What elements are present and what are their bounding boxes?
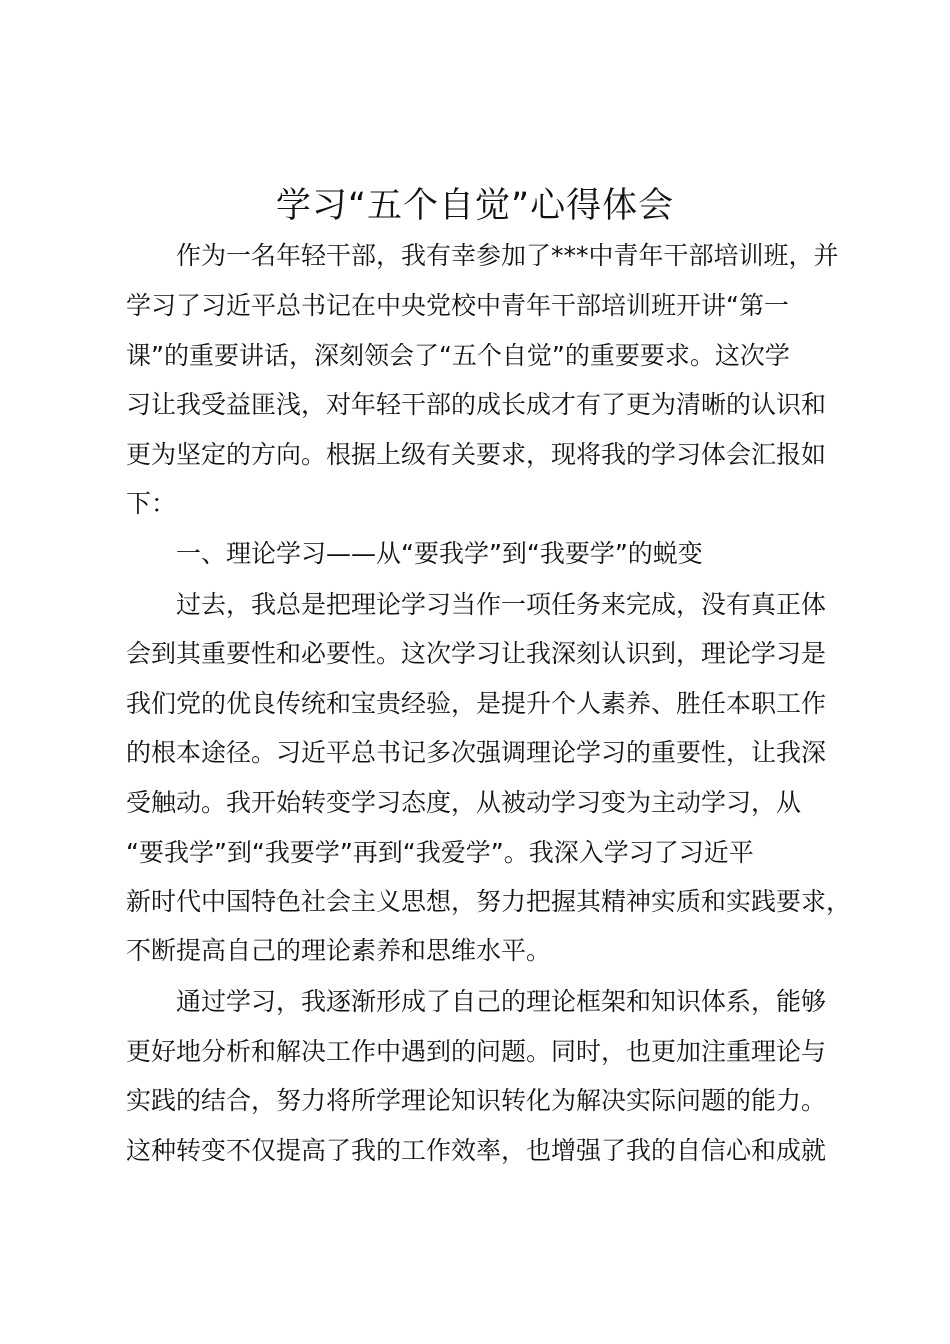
para1-line-1: 过去，我总是把理论学习当作一项任务来完成，没有真正体 (176, 590, 827, 619)
para1-line-8: 不断提高自己的理论素养和思维水平。 (126, 936, 552, 965)
intro-line-3: 课”的重要讲话，深刻领会了“五个自觉”的重要要求。这次学 (126, 341, 790, 370)
para2-line-3: 实践的结合，努力将所学理论知识转化为解决实际问题的能力。 (126, 1086, 827, 1115)
para1-line-7: 新时代中国特色社会主义思想，努力把握其精神实质和实践要求， (126, 887, 852, 916)
document-title: 学习“五个自觉”心得体会 (275, 186, 675, 226)
para1-line-3: 我们党的优良传统和宝贵经验，是提升个人素养、胜任本职工作 (126, 689, 827, 718)
para1-line-4: 的根本途径。习近平总书记多次强调理论学习的重要性，让我深 (126, 738, 827, 767)
intro-line-1: 作为一名年轻干部，我有幸参加了***中青年干部培训班，并 (176, 241, 839, 270)
para1-line-2: 会到其重要性和必要性。这次学习让我深刻认识到，理论学习是 (126, 639, 827, 668)
para2-line-4: 这种转变不仅提高了我的工作效率，也增强了我的自信心和成就 (126, 1136, 827, 1165)
intro-line-6: 下： (126, 489, 177, 518)
para1-line-6: “要我学”到“我要学”再到“我爱学”。我深入学习了习近平 (126, 838, 754, 867)
para1-line-5: 受触动。我开始转变学习态度，从被动学习变为主动学习，从 (126, 788, 802, 817)
para2-line-2: 更好地分析和解决工作中遇到的问题。同时，也更加注重理论与 (126, 1037, 827, 1066)
intro-line-2: 学习了习近平总书记在中央党校中青年干部培训班开讲“第一 (126, 291, 789, 320)
para2-line-1: 通过学习，我逐渐形成了自己的理论框架和知识体系，能够 (176, 987, 827, 1016)
section-heading-1: 一、理论学习——从“要我学”到“我要学”的蜕变 (176, 539, 703, 568)
intro-line-4: 习让我受益匪浅，对年轻干部的成长成才有了更为清晰的认识和 (126, 390, 827, 419)
intro-line-5: 更为坚定的方向。根据上级有关要求，现将我的学习体会汇报如 (126, 440, 827, 469)
